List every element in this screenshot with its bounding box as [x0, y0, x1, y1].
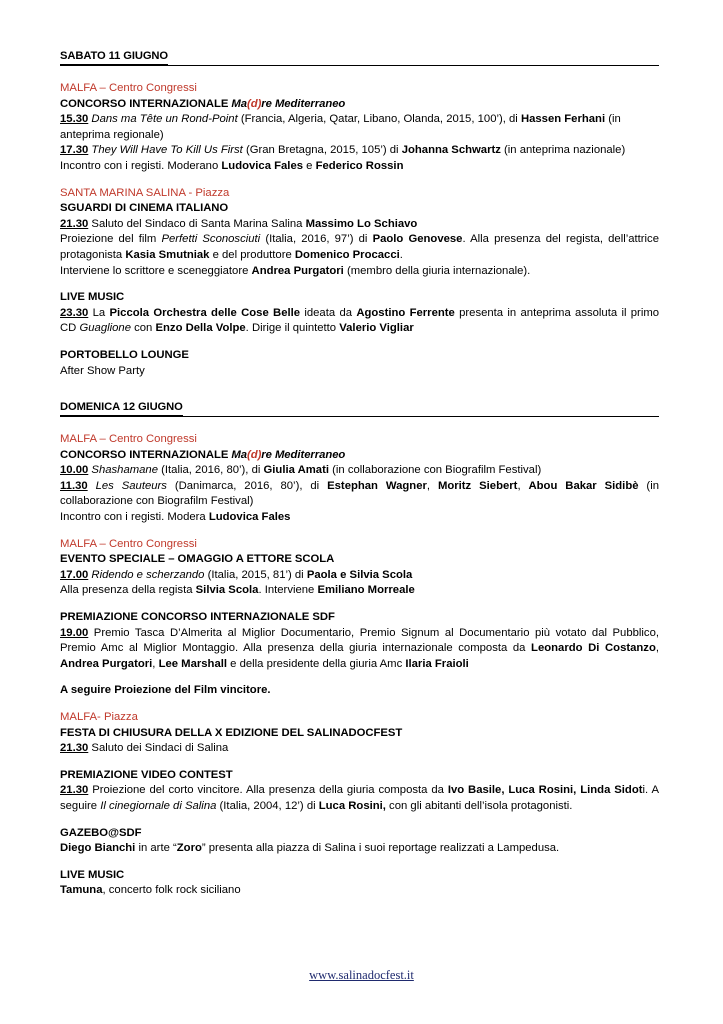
premiazione-paragraph: [60, 626, 659, 673]
jury-president: Ilaria Fraioli: [405, 657, 469, 670]
gazebo-line: [60, 841, 659, 857]
screening-time: 10.00: [60, 464, 89, 477]
film-title: Dans ma Tête un Rond-Point: [91, 113, 238, 126]
section-title-sguardi: SGUARDI DI CINEMA ITALIANO: [60, 202, 229, 215]
sindaco-name: Massimo Lo Schiavo: [305, 217, 418, 230]
band-name: Piccola Orchestra delle Cose Belle: [109, 306, 301, 319]
section-title-evento-speciale: EVENTO SPECIALE – OMAGGIO A ETTORE SCOLA: [60, 553, 335, 566]
moderators-conjunction: e: [303, 159, 316, 172]
screening-entry: [60, 479, 659, 510]
concorso-title-b: re Mediterraneo: [261, 448, 346, 461]
performer-nickname: Zoro: [176, 842, 202, 855]
section-title-concorso-saturday: [60, 97, 659, 113]
film-director: Moritz Siebert: [437, 479, 518, 492]
video-contest-tail: con gli abitanti dell’isola protagonisti.: [385, 799, 573, 812]
conductor-name: Valerio Vigliar: [339, 322, 414, 335]
concorso-label: CONCORSO INTERNAZIONALE: [60, 448, 232, 461]
screening-time: 17.00: [60, 568, 89, 581]
spacer: [60, 815, 659, 826]
video-contest-time: 21.30: [60, 784, 89, 797]
producer-name: Domenico Procacci: [294, 248, 400, 261]
film-meta: (Francia, Algeria, Qatar, Libano, Olanda, 2015, 100’), di: [237, 113, 521, 126]
spacer: [60, 672, 659, 683]
album-title: Guaglione: [79, 322, 131, 335]
screening-entry: [60, 463, 659, 479]
saluto-text: Saluto dei Sindaci di Salina: [88, 742, 229, 755]
gazebo-mid: in arte “: [135, 842, 177, 855]
presence-line: [60, 583, 659, 599]
live-music-mid: ideata da: [300, 306, 357, 319]
screening-time: 15.30: [60, 113, 89, 126]
guest-name: Andrea Purgatori: [251, 264, 344, 277]
spacer: [60, 66, 659, 81]
film-sep: ,: [517, 479, 529, 492]
jury-members: Ivo Basile, Luca Rosini, Linda Sidot: [447, 784, 643, 797]
film-meta: (Gran Bretagna, 2015, 105’) di: [242, 144, 402, 157]
film-director: Paolo Genovese: [372, 233, 463, 246]
guest-name: Emiliano Morreale: [317, 584, 415, 597]
film-title: Shashamane: [91, 464, 158, 477]
film-meta: (Italia, 2016, 80’), di: [158, 464, 264, 477]
venue-santa-marina: SANTA MARINA SALINA - Piazza: [60, 186, 230, 199]
live-music-mid: presenta in anteprima assoluta il primo CD: [60, 306, 660, 335]
gazebo-tail: ” presenta alla piazza di Salina i suoi reportage realizzati a Lampedusa.: [201, 842, 560, 855]
film-meta: (Italia, 2015, 81’) di: [204, 568, 307, 581]
concorso-title-a: Ma: [231, 97, 247, 110]
jury-members-tail: i: [642, 784, 646, 797]
jury-member: Lee Marshall: [158, 657, 228, 670]
concorso-title-accent: (d): [247, 97, 262, 110]
jury-member: Andrea Purgatori: [60, 657, 153, 670]
director-name: Silvia Scola: [195, 584, 259, 597]
venue-malfa-sunday-2: MALFA – Centro Congressi: [60, 537, 197, 550]
screening-time: 17.30: [60, 144, 89, 157]
screening-time: 11.30: [60, 479, 88, 492]
date-heading-sunday: [60, 401, 659, 417]
artist-name: Tamuna: [60, 884, 103, 897]
section-title-live-music-sunday: LIVE MUSIC: [60, 868, 125, 881]
spacer: [60, 337, 659, 348]
live-music-mid: . Dirige il quintetto: [245, 322, 340, 335]
moderator-name: Ludovica Fales: [221, 159, 304, 172]
concorso-label: CONCORSO INTERNAZIONALE: [60, 97, 232, 110]
actress-name: Kasia Smutniak: [125, 248, 210, 261]
film-tail: (in anteprima regionale): [60, 113, 621, 141]
film-sep: ,: [426, 479, 438, 492]
section-title-portobello: PORTOBELLO LOUNGE: [60, 348, 189, 361]
screening-entry: [60, 143, 659, 159]
moderators-line: [60, 510, 659, 526]
interviene-line: [60, 264, 659, 280]
section-title-live-music-saturday: LIVE MUSIC: [60, 291, 125, 304]
screening-entry: [60, 112, 659, 143]
premiazione-time: 19.00: [60, 626, 89, 639]
screening-entry: [60, 568, 659, 584]
website-link[interactable]: www.salinadocfest.it: [309, 968, 414, 982]
live-music-prefix: La: [88, 306, 110, 319]
date-heading-sunday-text: DOMENICA 12 GIUGNO: [60, 401, 183, 416]
concorso-title-a: Ma: [231, 448, 247, 461]
live-music-mid: con: [130, 322, 156, 335]
proiezione-tail: .: [399, 248, 403, 261]
live-music-line-sunday: [60, 883, 659, 899]
document-content: [60, 50, 659, 899]
film-title: Il cinegiornale di Salina: [100, 799, 217, 812]
saluto-sindaci-line: [60, 741, 659, 757]
live-music-description: , concerto folk rock siciliano: [102, 884, 241, 897]
follow-up-line: [60, 683, 659, 699]
performer-name: Diego Bianchi: [60, 842, 136, 855]
jury-member: Leonardo Di Costanzo: [531, 642, 656, 655]
video-contest-mid: . A seguire: [60, 784, 659, 812]
moderators-prefix: Incontro con i registi. Moderano: [60, 159, 222, 172]
section-title-video-contest: PREMIAZIONE VIDEO CONTEST: [60, 768, 233, 781]
premiazione-body: Premio Tasca D’Almerita al Miglior Documentario, Premio Signum al Documentario più votato dal Pubblico, Premio Amc al Miglior Montaggio. Alla presenza della giuria internazionale composta da: [60, 626, 659, 655]
film-director: Estephan Wagner: [327, 479, 427, 492]
follow-up-text: A seguire Proiezione del Film vincitore.: [60, 684, 271, 697]
presence-mid: . Interviene: [258, 584, 318, 597]
date-heading-saturday-text: SABATO 11 GIUGNO: [60, 50, 168, 65]
film-director: Johanna Schwartz: [401, 144, 501, 157]
film-director: Luca Rosini,: [318, 799, 386, 812]
jury-sep: ,: [655, 642, 659, 655]
film-tail: (in collaborazione con Biografilm Festival): [329, 464, 542, 477]
creator-name: Agostino Ferrente: [356, 306, 455, 319]
spacer: [60, 175, 659, 186]
concorso-title-b: re Mediterraneo: [261, 97, 346, 110]
film-tail: (in anteprima nazionale): [500, 144, 626, 157]
spacer-text: [88, 480, 96, 492]
section-title-festa-chiusura: FESTA DI CHIUSURA DELLA X EDIZIONE DEL SALINADOCFEST: [60, 726, 403, 739]
jury-sep: ,: [152, 657, 159, 670]
spacer: [60, 699, 659, 710]
live-music-time: 23.30: [60, 306, 89, 319]
section-title-gazebo: GAZEBO@SDF: [60, 826, 142, 839]
saluto-sindaco-line: [60, 217, 659, 233]
proiezione-prefix: Proiezione del film: [60, 233, 162, 246]
interviene-prefix: Interviene lo scrittore e sceneggiatore: [60, 264, 252, 277]
concorso-title-accent: (d): [247, 448, 262, 461]
spacer: [60, 379, 659, 401]
venue-malfa-piazza: MALFA- Piazza: [60, 711, 138, 723]
film-director: Paola e Silvia Scola: [306, 568, 413, 581]
spacer: [60, 857, 659, 868]
date-heading-saturday: [60, 50, 659, 66]
spacer: [60, 279, 659, 290]
film-meta: (Italia, 2004, 12’) di: [216, 799, 319, 812]
film-director: Abou Bakar Sidibè: [528, 479, 639, 492]
portobello-text: After Show Party: [60, 364, 145, 377]
proiezione-mid: . Alla presenza del regista, dell’attrice protagonista: [60, 233, 659, 261]
moderator-name: Ludovica Fales: [208, 511, 291, 524]
musician-name: Enzo Della Volpe: [155, 322, 246, 335]
presence-prefix: Alla presenza della regista: [60, 584, 196, 597]
moderators-prefix: Incontro con i registi. Modera: [60, 511, 209, 524]
moderators-line: [60, 159, 659, 175]
footer: [0, 966, 723, 984]
spacer: [60, 757, 659, 768]
saluto-text: Saluto del Sindaco di Santa Marina Salina: [88, 217, 306, 230]
premiazione-mid: e della presidente della giuria Amc: [227, 657, 406, 670]
film-meta: (Danimarca, 2016, 80’), di: [166, 479, 328, 492]
section-title-premiazione-sdf: PREMIAZIONE CONCORSO INTERNAZIONALE SDF: [60, 611, 335, 624]
venue-malfa-sunday-1: MALFA – Centro Congressi: [60, 433, 197, 446]
spacer: [60, 599, 659, 610]
film-title: They Will Have To Kill Us First: [91, 144, 243, 157]
video-contest-paragraph: [60, 783, 659, 814]
film-director: Hassen Ferhani: [520, 113, 606, 126]
film-title: Les Sauteurs: [95, 479, 167, 492]
spacer: [60, 526, 659, 537]
film-title: Perfetti Sconosciuti: [161, 233, 261, 246]
proiezione-mid: e del produttore: [209, 248, 295, 261]
live-music-paragraph-saturday: [60, 306, 659, 337]
video-contest-prefix: Proiezione del corto vincitore. Alla presenza della giuria composta da: [88, 784, 448, 797]
film-tail: (in collaborazione con Biografilm Festival): [60, 479, 659, 508]
moderator-name: Federico Rossin: [315, 159, 404, 172]
spacer: [60, 417, 659, 432]
saluto-time: 21.30: [60, 742, 89, 755]
proiezione-paragraph: [60, 232, 659, 263]
film-director: Giulia Amati: [263, 464, 329, 477]
saluto-time: 21.30: [60, 217, 89, 230]
section-title-concorso-sunday: [60, 448, 659, 464]
film-meta: (Italia, 2016, 97’) di: [260, 233, 373, 246]
venue-malfa-saturday: MALFA – Centro Congressi: [60, 82, 197, 94]
interviene-tail: (membro della giuria internazionale).: [343, 264, 531, 277]
film-title: Ridendo e scherzando: [91, 568, 205, 581]
